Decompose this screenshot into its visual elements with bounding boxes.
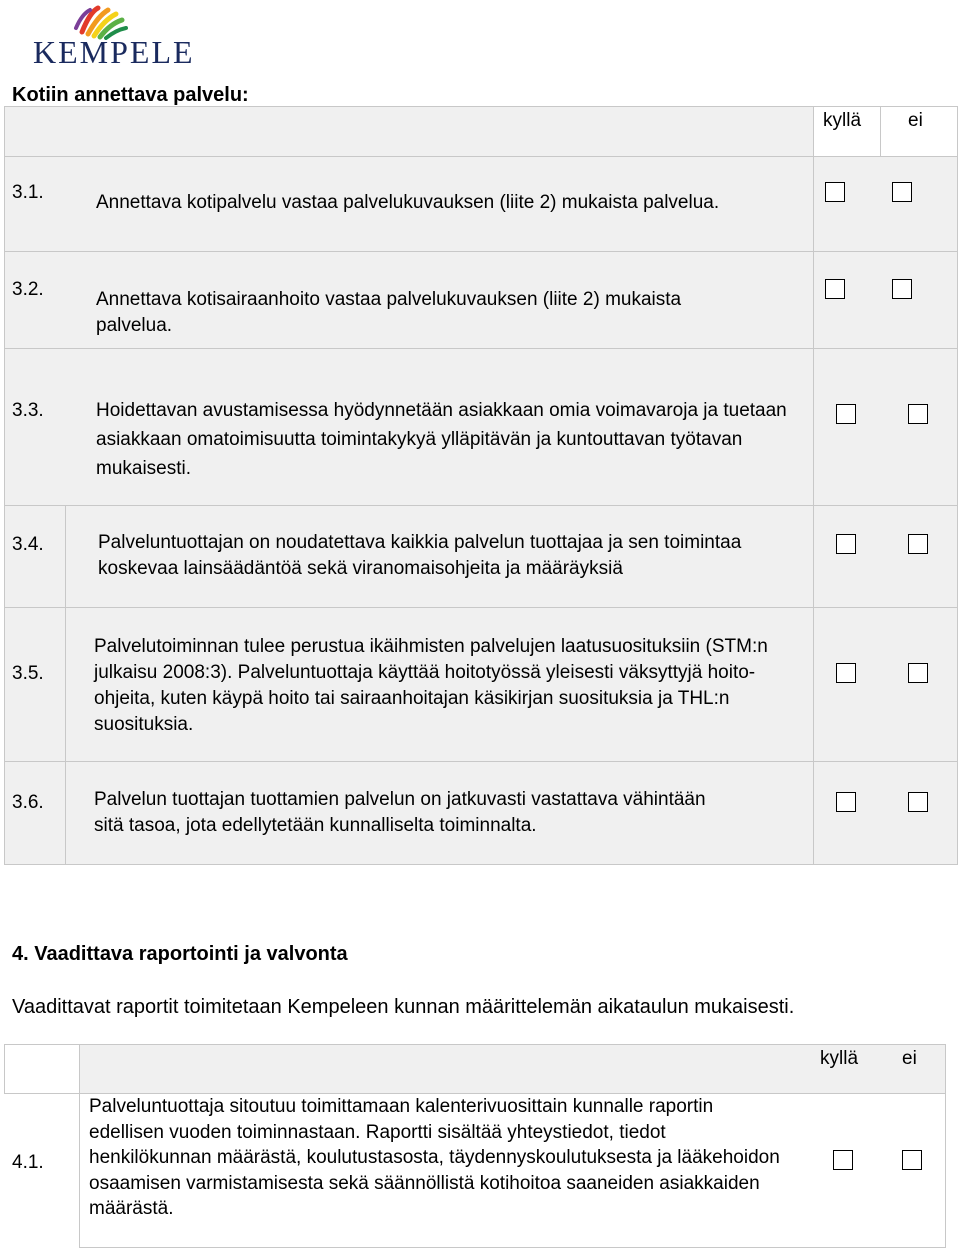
checkbox-no[interactable] [902, 1150, 922, 1170]
table-cell [813, 607, 958, 762]
checkbox-no[interactable] [892, 182, 912, 202]
row-number: 3.2. [12, 279, 44, 300]
logo-text: KEMPELE [33, 34, 195, 70]
section-intro: Vaadittavat raportit toimitetaan Kempeleen kunnan määrittelemän aikataulun mukaisesti. [12, 996, 795, 1018]
table-cell [813, 761, 958, 865]
checkbox-yes[interactable] [833, 1150, 853, 1170]
checkbox-yes[interactable] [836, 792, 856, 812]
row-number: 3.6. [12, 792, 44, 813]
checkbox-no[interactable] [908, 404, 928, 424]
checkbox-yes[interactable] [825, 182, 845, 202]
table-cell [4, 1044, 80, 1094]
row-text: Hoidettavan avustamisessa hyödynnetään asiakkaan omia voimavaroja ja tuetaan asiakkaan omatoimisuutta toimintakykyä ylläpitävän ja kuntouttavan työtavan mukaisesti. [96, 400, 787, 479]
row-number: 4.1. [12, 1152, 44, 1173]
checkbox-no[interactable] [892, 279, 912, 299]
row-text: Palveluntuottajan on noudatettava kaikkia palvelun tuottajaa ja sen toimintaa koskevaa lainsäädäntöä sekä viranomaisohjeita ja määräyksiä [98, 532, 742, 579]
row-number: 3.4. [12, 534, 44, 555]
table-cell [79, 1044, 946, 1094]
checkbox-no[interactable] [908, 663, 928, 683]
column-header-no: ei [908, 110, 923, 131]
row-text: Annettava kotipalvelu vastaa palvelukuvauksen (liite 2) mukaista palvelua. [96, 192, 720, 213]
column-header-yes: kyllä [823, 110, 862, 131]
row-text: Annettava kotisairaanhoito vastaa palvelukuvauksen (liite 2) mukaista palvelua. [96, 289, 682, 336]
column-header-no: ei [902, 1048, 917, 1069]
table-cell [813, 156, 958, 252]
kempele-logo [30, 4, 195, 70]
checkbox-no[interactable] [908, 792, 928, 812]
checkbox-no[interactable] [908, 534, 928, 554]
checkbox-yes[interactable] [836, 534, 856, 554]
table-cell [813, 505, 958, 608]
section-heading: 4. Vaadittava raportointi ja valvonta [12, 943, 348, 965]
table-cell [4, 106, 814, 157]
row-number: 3.1. [12, 182, 44, 203]
row-text: Palvelun tuottajan tuottamien palvelun on jatkuvasti vastattava vähintään sitä tasoa, jota edellytetään kunnalliselta toiminnalta. [94, 789, 706, 836]
section-title: Kotiin annettava palvelu: [12, 84, 249, 106]
column-header-yes: kyllä [820, 1048, 859, 1069]
table-cell [813, 251, 958, 349]
row-number: 3.5. [12, 663, 44, 684]
checkbox-yes[interactable] [825, 279, 845, 299]
row-text: Palvelutoiminnan tulee perustua ikäihmisten palvelujen laatusuosituksiin (STM:n julkaisu 2008:3). Palveluntuottaja käyttää hoitotyössä yleisesti väksyttyjä hoito-ohjeita, kuten käypä hoito tai sairaanhoitajan käsikirjan suosituksia ja THL:n suosituksia. [94, 636, 768, 735]
row-number: 3.3. [12, 400, 44, 421]
checkbox-yes[interactable] [836, 404, 856, 424]
checkbox-yes[interactable] [836, 663, 856, 683]
row-text: Palveluntuottaja sitoutuu toimittamaan kalenterivuosittain kunnalle raportin edellisen vuoden toiminnastaan. Raportti sisältää yhteystiedot, tiedot henkilökunnan määrästä, koulutustasosta, täydennyskoulutuksesta ja lääkehoidon osaamisen varmistamisesta sekä säännöllistä kotihoitoa saaneiden asiakkaiden määrästä. [89, 1096, 780, 1219]
table-cell [813, 348, 958, 506]
